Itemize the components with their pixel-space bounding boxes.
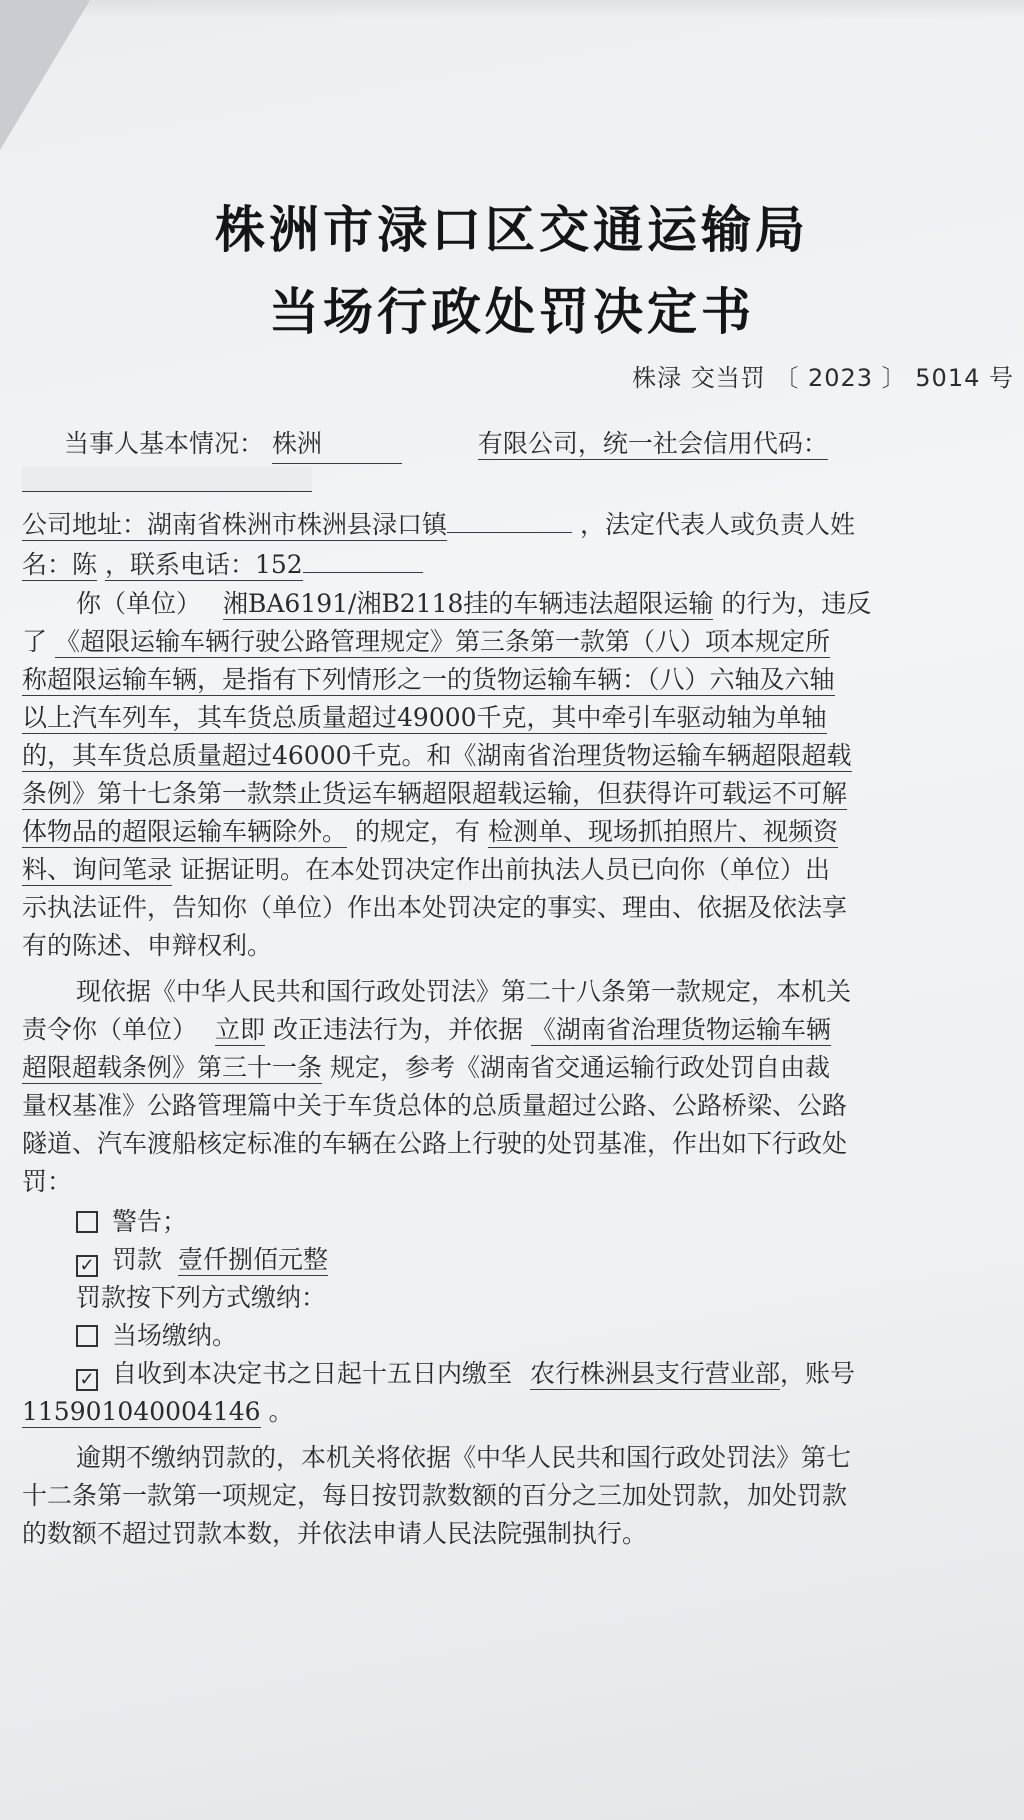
- violation-regulation: 《超限运输车辆行驶公路管理规定》第三条第一款第（八）项本规定所: [54, 627, 830, 656]
- doc-number: 株渌 交当罚 〔 2023 〕 5014 号: [632, 364, 1014, 392]
- doc-title-line2: 当场行政处罚决定书: [269, 283, 755, 341]
- rep-line: [22, 546, 1002, 583]
- fine-label: 罚款: [112, 1245, 163, 1274]
- violation-act: 的行为，违反: [721, 589, 872, 618]
- party-label: 当事人基本情况：: [64, 429, 265, 458]
- doc-title-line1: 株洲市渌口区交通运输局: [215, 201, 809, 259]
- phone-label: ，联系电话：: [104, 550, 255, 579]
- violation-line-5: [22, 738, 1002, 774]
- rep-label: ，法定代表人或负责人姓: [579, 510, 855, 539]
- address-value: 湖南省株洲市株洲县渌口镇: [147, 510, 448, 539]
- party-name-suffix: 有限公司，统一社会信用代码：: [477, 429, 828, 458]
- party-name: 株洲: [272, 426, 402, 464]
- rep-name-label: 名：: [22, 550, 73, 579]
- decision-line-6: 罚：: [22, 1167, 73, 1196]
- violation-text-6: 条例》第十七条第一款禁止货运车辆超限超载运输，但获得许可载运不可解: [22, 779, 848, 808]
- violation-line-1: [76, 586, 1024, 622]
- account-label: ，账号: [779, 1359, 855, 1388]
- evidence-list-a: 检测单、现场抓拍照片、视频资: [487, 817, 838, 846]
- violation-line-8: [22, 852, 1002, 888]
- address-blank: [447, 506, 572, 533]
- option-warning: [76, 1204, 1024, 1240]
- option-fine: [76, 1242, 1024, 1278]
- violation-line-10: 有的陈述、申辩权利。: [22, 931, 273, 960]
- decision-regulation-b: 超限超载条例》第三十一条: [22, 1053, 323, 1082]
- violation-line-2: [22, 624, 1002, 660]
- violation-you: 你（单位）: [76, 589, 202, 618]
- bank-text: 自收到本决定书之日起十五日内缴至: [112, 1359, 513, 1388]
- decision-text-2a: 责令你（单位）: [22, 1015, 198, 1044]
- evidence-list-b: 料、询问笔录: [22, 855, 173, 884]
- violation-text-3: 称超限运输车辆，是指有下列情形之一的货物运输车辆：（八）六轴及六轴: [22, 665, 835, 694]
- phone-value: 152: [255, 550, 303, 579]
- onsite-checkbox[interactable]: [76, 1325, 98, 1347]
- party-line: [64, 426, 1024, 464]
- onsite-label: 当场缴纳。: [112, 1321, 238, 1350]
- rep-name: 陈: [72, 550, 98, 579]
- account-end: 。: [268, 1397, 294, 1426]
- decision-line-2: [22, 1012, 1002, 1048]
- violation-line-6: [22, 776, 1002, 812]
- decision-regulation-a: 《湖南省治理货物运输车辆: [530, 1015, 831, 1044]
- warning-checkbox[interactable]: [76, 1211, 98, 1233]
- violation-line-9: 示执法证件，告知你（单位）作出本处罚决定的事实、理由、依据及依法享: [22, 893, 848, 922]
- top-edge-shadow: [80, 0, 1024, 18]
- option-onsite: [76, 1318, 1024, 1354]
- violation-vehicle: 湘BA6191/湘B2118挂的车辆违法超限运输: [222, 589, 714, 618]
- decision-immediately: 立即: [214, 1015, 265, 1044]
- bank-checkbox[interactable]: ✓: [76, 1369, 98, 1391]
- option-bank: [76, 1356, 1024, 1392]
- decision-line-3: [22, 1050, 1002, 1086]
- account-line: [22, 1394, 1002, 1430]
- violation-le: 了: [22, 627, 48, 656]
- violation-text-8: 证据证明。在本处罚决定作出前执法人员已向你（单位）出: [179, 855, 830, 884]
- decision-line-4: 量权基准》公路管理篇中关于车货总体的总质量超过公路、公路桥梁、公路: [22, 1091, 848, 1120]
- address-label: 公司地址：: [22, 510, 148, 539]
- credit-code-redacted: [22, 467, 312, 492]
- warning-label: 警告；: [112, 1207, 188, 1236]
- account-number: 115901040004146: [22, 1397, 261, 1426]
- page-fold-corner: [0, 0, 90, 150]
- fine-checkbox[interactable]: ✓: [76, 1255, 98, 1277]
- violation-text-5: 的，其车货总质量超过46000千克。和《湖南省治理货物运输车辆超限超载: [22, 741, 852, 770]
- violation-line-4: [22, 700, 1002, 736]
- violation-text-7a: 体物品的超限运输车辆除外。: [22, 817, 348, 846]
- address-line: [22, 506, 1002, 543]
- violation-line-3: [22, 662, 1002, 698]
- bank-name: 农行株洲县支行营业部: [529, 1359, 780, 1388]
- violation-text-4: 以上汽车列车，其车货总质量超过49000千克，其中牵引车驱动轴为单轴: [22, 703, 827, 732]
- phone-blank: [303, 546, 423, 573]
- credit-code-line: [22, 466, 1002, 502]
- late-line-2: 十二条第一款第一项规定，每日按罚款数额的百分之三加处罚款，加处罚款: [22, 1481, 848, 1510]
- decision-text-2c: 改正违法行为，并依据: [272, 1015, 523, 1044]
- decision-line-5: 隧道、汽车渡船核定标准的车辆在公路上行驶的处罚基准，作出如下行政处: [22, 1129, 848, 1158]
- late-line-3: 的数额不超过罚款本数，并依法申请人民法院强制执行。: [22, 1519, 648, 1548]
- fine-amount: 壹仟捌佰元整: [177, 1245, 328, 1274]
- decision-text-3b: 规定，参考《湖南省交通运输行政处罚自由裁: [329, 1053, 830, 1082]
- late-line-1: 逾期不缴纳罚款的，本机关将依据《中华人民共和国行政处罚法》第七: [76, 1443, 852, 1472]
- violation-text-7b: 的规定，有: [354, 817, 480, 846]
- violation-line-7: [22, 814, 1002, 850]
- payment-intro: 罚款按下列方式缴纳：: [76, 1283, 327, 1312]
- decision-line-1: 现依据《中华人民共和国行政处罚法》第二十八条第一款规定，本机关: [76, 977, 852, 1006]
